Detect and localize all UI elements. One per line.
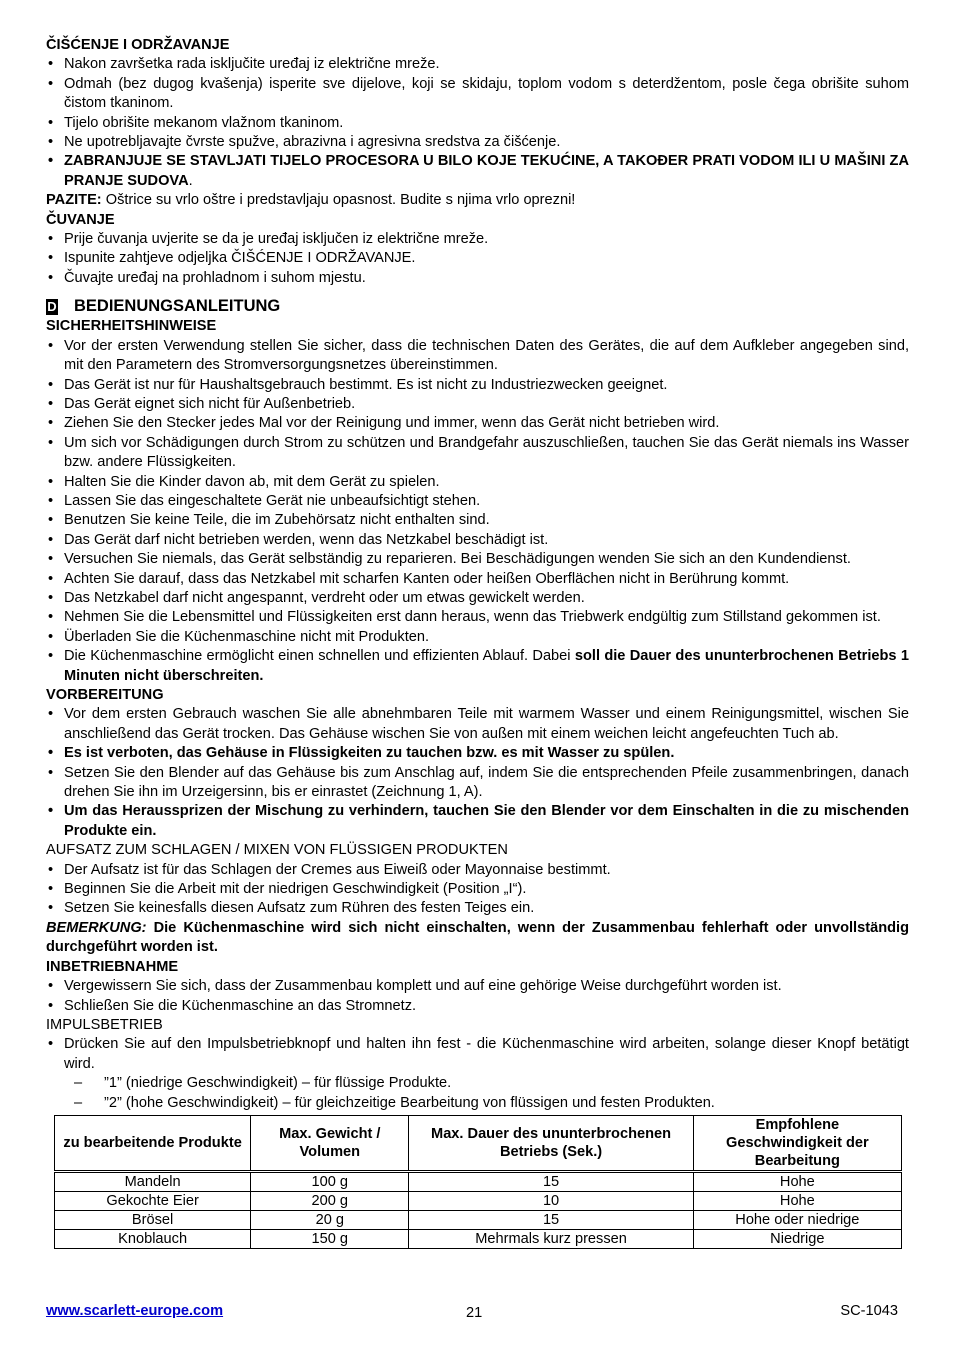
list-item: • Um das Heraussprizen der Mischung zu verhindern, tauchen Sie den Blender vor dem Einschalten in die zu mischenden Produkte ein. xyxy=(46,802,909,841)
table-cell: Niedrige xyxy=(693,1229,901,1248)
list-item: • Setzen Sie den Blender auf das Gehäuse bis zum Anschlag auf, indem Sie die entsprechenden Pfeile zusammenbringen, danach drehen Sie ihn im Urzeigersinn, bis er einrastet (Zeichnung 1, A). xyxy=(46,764,909,803)
section-title-text: BEDIENUNGSANLEITUNG xyxy=(74,297,281,316)
list-item: • Setzen Sie keinesfalls diesen Aufsatz zum Rühren des festen Teiges ein. xyxy=(46,899,909,918)
column-header: Empfohlene Geschwindigkeit der Bearbeitung xyxy=(693,1115,901,1171)
table-row xyxy=(55,1229,902,1248)
list-item-warning: • ZABRANJUJE SE STAVLJATI TIJELO PROCESORA U BILO KOJE TEKUĆINE, A TAKOĐER PRATI VODOM ILI U MAŠINI ZA PRANJE SUDOVA. xyxy=(46,152,909,191)
caution-text: Oštrice su vrlo oštre i predstavljaju opasnost. Budite s njima vrlo oprezni! xyxy=(101,192,576,209)
table-cell: Hohe oder niedrige xyxy=(693,1210,901,1229)
list-item: • Schließen Sie die Küchenmaschine an das Stromnetz. xyxy=(46,997,909,1016)
table-cell: 100 g xyxy=(251,1171,409,1191)
list-item: • Beginnen Sie die Arbeit mit der niedrigen Geschwindigkeit (Position „I“). xyxy=(46,880,909,899)
list-item: • Das Gerät eignet sich nicht für Außenbetrieb. xyxy=(46,395,909,414)
storage-heading: ČUVANJE xyxy=(46,211,115,228)
table-cell: 15 xyxy=(409,1171,693,1191)
list-item xyxy=(46,647,909,686)
list-item-text: Die Küchenmaschine ermöglicht einen schnellen und effizienten Ablauf. Dabei xyxy=(64,648,575,665)
cleaning-heading: ČIŠĆENJE I ODRŽAVANJE xyxy=(46,37,230,53)
table-cell: Knoblauch xyxy=(55,1229,251,1248)
page-number: 21 xyxy=(466,1305,483,1321)
list-item: • Lassen Sie das eingeschaltete Gerät nie unbeaufsichtigt stehen. xyxy=(46,492,909,511)
whisk-heading: AUFSATZ ZUM SCHLAGEN / MIXEN VON FLÜSSIGEN PRODUKTEN xyxy=(46,842,508,859)
list-item: • Das Gerät ist nur für Haushaltsgebrauch bestimmt. Es ist nicht zu Industriezwecken geeignet. xyxy=(46,376,909,395)
list-item: • Vor der ersten Verwendung stellen Sie sicher, dass die technischen Daten des Gerätes, die auf dem Aufkleber angegeben sind, mit den Parametern des Stromversorgungsnetzes übereinstimmen. xyxy=(46,337,909,376)
model-number: SC-1043 xyxy=(840,1303,898,1319)
processing-table xyxy=(54,1115,902,1249)
table-header-row xyxy=(55,1115,902,1171)
start-heading: INBETRIEBNAHME xyxy=(46,958,179,975)
list-item: • Nakon završetka rada isključite uređaj iz električne mreže. xyxy=(46,55,909,74)
list-item: • Vor dem ersten Gebrauch waschen Sie alle abnehmbaren Teile mit warmem Wasser und einem Reinigungsmittel, wischen Sie anschließend das Gerät trocken. Das Gehäuse wischen Sie von außen mit einem weichen leicht angefeuchten Tuch ab. xyxy=(46,705,909,744)
table-row xyxy=(55,1191,902,1210)
table-row xyxy=(55,1210,902,1229)
list-item: • Čuvajte uređaj na prohladnom i suhom mjestu. xyxy=(46,269,909,288)
table-cell: Mandeln xyxy=(55,1171,251,1191)
table-cell: 200 g xyxy=(251,1191,409,1210)
list-item: • Nehmen Sie die Lebensmittel und Flüssigkeiten erst dann heraus, wenn das Triebwerk endgültig zum Stillstand gekommen ist. xyxy=(46,608,909,627)
column-header: zu bearbeitende Produkte xyxy=(55,1115,251,1171)
list-item: • Vergewissern Sie sich, dass der Zusammenbau komplett und auf eine gehörige Weise durchgeführt worden ist. xyxy=(46,977,909,996)
table-cell: Gekochte Eier xyxy=(55,1191,251,1210)
table-cell: Hohe xyxy=(693,1171,901,1191)
whisk-list xyxy=(46,861,909,919)
safety-list xyxy=(46,337,909,686)
start-list xyxy=(46,977,909,1016)
list-item: • Prije čuvanja uvjerite se da je uređaj isključen iz električne mreže. xyxy=(46,230,909,249)
note-paragraph xyxy=(46,919,909,958)
pulse-heading: IMPULSBETRIEB xyxy=(46,1016,163,1033)
list-item: • Das Gerät darf nicht betrieben werden, wenn das Netzkabel beschädigt ist. xyxy=(46,531,909,550)
list-item: • Tijelo obrišite mekanom vlažnom tkaninom. xyxy=(46,114,909,133)
list-item: • Achten Sie darauf, dass das Netzkabel mit scharfen Kanten oder heißen Oberflächen nicht in Berührung kommt. xyxy=(46,570,909,589)
list-item: • Ne upotrebljavajte čvrste spužve, abrazivna i agresivna sredstva za čišćenje. xyxy=(46,133,909,152)
list-item: • Versuchen Sie niemals, das Gerät selbständig zu reparieren. Bei Beschädigungen wenden Sie sich an den Kundendienst. xyxy=(46,550,909,569)
safety-heading: SICHERHEITSHINWEISE xyxy=(46,318,217,335)
sub-list-item: – ”1” (niedrige Geschwindigkeit) – für flüssige Produkte. xyxy=(46,1074,909,1093)
website-link[interactable]: www.scarlett-europe.com xyxy=(46,1303,224,1319)
table-cell: Brösel xyxy=(55,1210,251,1229)
list-item: • Halten Sie die Kinder davon ab, mit dem Gerät zu spielen. xyxy=(46,473,909,492)
table-cell: 20 g xyxy=(251,1210,409,1229)
column-header: Max. Gewicht / Volumen xyxy=(251,1115,409,1171)
table-cell: 10 xyxy=(409,1191,693,1210)
list-item: • Der Aufsatz ist für das Schlagen der Cremes aus Eiweiß oder Mayonnaise bestimmt. xyxy=(46,861,909,880)
table-cell: Hohe xyxy=(693,1191,901,1210)
pulse-list xyxy=(46,1035,909,1074)
table-cell: Mehrmals kurz pressen xyxy=(409,1229,693,1248)
caution-paragraph xyxy=(46,191,909,210)
table-cell: 15 xyxy=(409,1210,693,1229)
list-item: • Odmah (bez dugog kvašenja) isperite sve dijelove, koji se skidaju, toplom vodom s deterdžentom, posle čega obrišite suhom čistom tkaninom. xyxy=(46,75,909,114)
list-item: • Ziehen Sie den Stecker jedes Mal vor der Reinigung und immer, wenn das Gerät nicht betrieben wird. xyxy=(46,414,909,433)
sub-list-item: – ”2” (hohe Geschwindigkeit) – für gleichzeitige Bearbeitung von flüssigen und festen Produkten. xyxy=(46,1094,909,1113)
list-item: • Ispunite zahtjeve odjeljka ČIŠĆENJE I ODRŽAVANJE. xyxy=(46,249,909,268)
prep-list xyxy=(46,705,909,841)
pulse-sublist xyxy=(46,1074,909,1113)
prep-heading: VORBEREITUNG xyxy=(46,687,164,703)
list-item: • Drücken Sie auf den Impulsbetriebknopf und halten ihn fest - die Küchenmaschine wird arbeiten, solange dieser Knopf betätigt wird. xyxy=(46,1035,909,1074)
caution-label: PAZITE: xyxy=(46,192,102,209)
list-item: • Überladen Sie die Küchenmaschine nicht mit Produkten. xyxy=(46,628,909,647)
storage-list xyxy=(46,230,909,288)
list-item: • Das Netzkabel darf nicht angespannt, verdreht oder um etwas gewickelt werden. xyxy=(46,589,909,608)
list-item: • Benutzen Sie keine Teile, die im Zubehörsatz nicht enthalten sind. xyxy=(46,511,909,530)
table-row xyxy=(55,1171,902,1191)
language-badge: D xyxy=(47,298,57,314)
note-label: BEMERKUNG: xyxy=(46,919,147,936)
cleaning-list xyxy=(46,55,909,191)
column-header: Max. Dauer des ununterbrochenen Betriebs (Sek.) xyxy=(409,1115,693,1171)
table-cell: 150 g xyxy=(251,1229,409,1248)
note-text: Die Küchenmaschine wird sich nicht einschalten, wenn der Zusammenbau fehlerhaft oder unvollständig durchgeführt worden ist. xyxy=(46,919,909,956)
page-content xyxy=(46,36,909,1249)
list-item: • Um sich vor Schädigungen durch Strom zu schützen und Brandgefahr auszuschließen, tauchen Sie das Gerät niemals ins Wasser bzw. andere Flüssigkeiten. xyxy=(46,434,909,473)
section-title xyxy=(46,296,909,317)
list-item-bold-text: soll die Dauer des ununterbrochenen Betriebs 1 Minuten nicht überschreiten. xyxy=(64,648,909,684)
list-item: • Es ist verboten, das Gehäuse in Flüssigkeiten zu tauchen bzw. es mit Wasser zu spülen. xyxy=(46,744,909,763)
warning-text: ZABRANJUJE SE STAVLJATI TIJELO PROCESORA U BILO KOJE TEKUĆINE, A TAKOĐER PRATI VODOM ILI U MAŠINI ZA PRANJE SUDOVA xyxy=(64,153,909,189)
